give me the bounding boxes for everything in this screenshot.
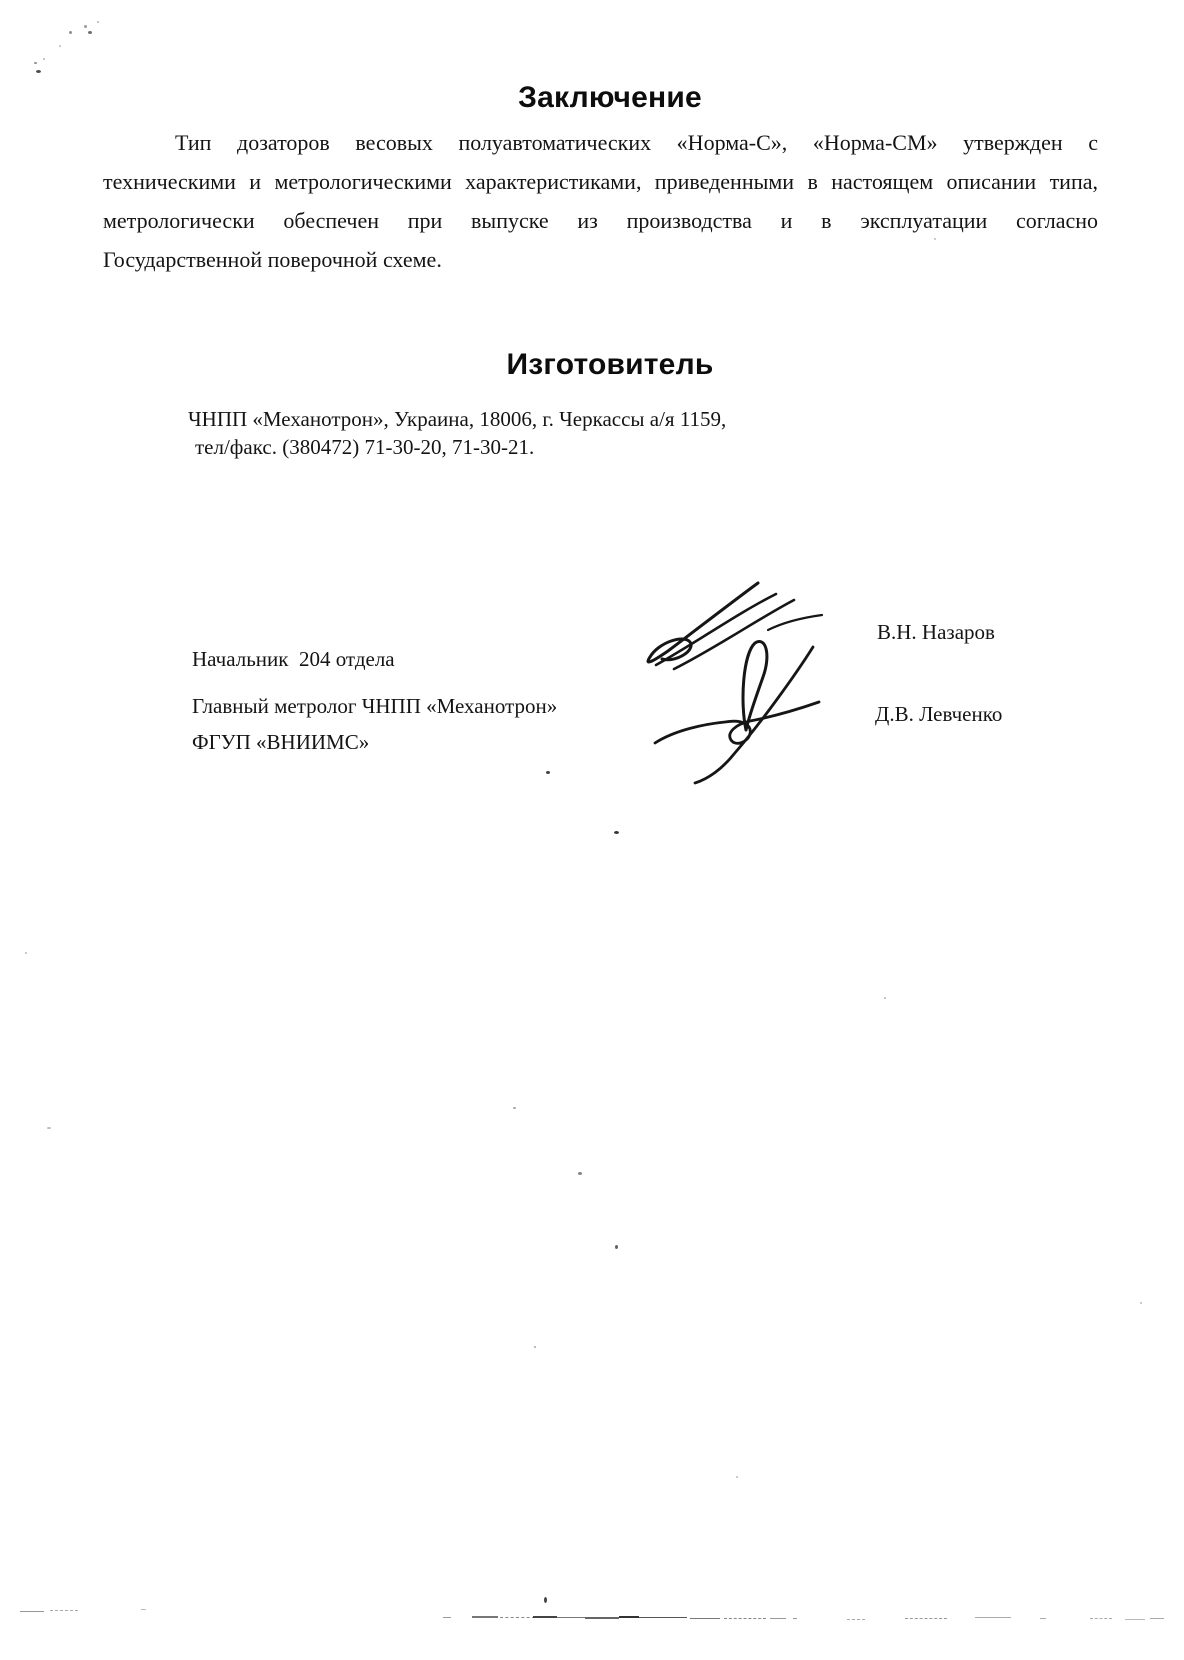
scan-artifact-line bbox=[905, 1618, 947, 1619]
scan-speck bbox=[43, 58, 45, 60]
scan-artifact-line bbox=[639, 1617, 687, 1618]
manufacturer-address bbox=[188, 405, 726, 461]
scan-artifact-line bbox=[50, 1610, 78, 1611]
scan-speck bbox=[34, 62, 37, 64]
signatory2-title: Главный метролог ЧНПП «Механотрон» bbox=[192, 694, 558, 718]
scan-speck bbox=[1140, 1302, 1142, 1304]
scan-speck bbox=[47, 1127, 51, 1129]
scan-artifact-line bbox=[690, 1618, 720, 1619]
signatory1-title-line2: ФГУП «ВНИИМС» bbox=[192, 729, 370, 754]
scan-speck bbox=[934, 238, 936, 240]
paragraph-line: Тип дозаторов весовых полуавтоматических «Норма-С», «Норма-СМ» утвержден с bbox=[175, 130, 1098, 155]
scan-speck bbox=[59, 45, 61, 47]
scan-artifact-line bbox=[533, 1616, 557, 1618]
scan-artifact-line bbox=[500, 1617, 535, 1618]
scan-speck bbox=[25, 952, 27, 954]
paragraph-line: техническими и метрологическими характеристиками, приведенными в настоящем описании типа, bbox=[103, 169, 1098, 194]
scan-artifact-line bbox=[847, 1619, 865, 1620]
signatory2-name: Д.В. Левченко bbox=[875, 702, 1003, 726]
scan-speck bbox=[84, 25, 87, 28]
scan-artifact-line bbox=[619, 1616, 639, 1618]
signatory1-name: В.Н. Назаров bbox=[877, 620, 995, 644]
scan-artifact-line bbox=[1150, 1618, 1164, 1619]
scan-artifact-line bbox=[793, 1618, 797, 1619]
signatory1-title-line1: Начальник 204 отдела bbox=[192, 647, 395, 671]
scan-speck bbox=[513, 1107, 516, 1109]
paragraph-line: Государственной поверочной схеме. bbox=[103, 247, 442, 272]
scan-speck bbox=[88, 31, 92, 34]
scan-artifact-line bbox=[770, 1618, 786, 1619]
scan-speck bbox=[97, 21, 99, 23]
scan-speck bbox=[578, 1172, 582, 1175]
scan-artifact-line bbox=[141, 1609, 146, 1610]
conclusion-heading: Заключение bbox=[518, 81, 702, 114]
conclusion-paragraph bbox=[103, 123, 1098, 279]
address-line: тел/факс. (380472) 71-30-20, 71-30-21. bbox=[195, 435, 535, 459]
paragraph-line: метрологически обеспечен при выпуске из производства и в эксплуатации согласно bbox=[103, 208, 1098, 233]
scan-artifact-line bbox=[724, 1618, 766, 1619]
signature2-handwriting-image bbox=[645, 630, 825, 785]
manufacturer-heading: Изготовитель bbox=[506, 348, 714, 381]
scan-artifact-line bbox=[975, 1617, 1011, 1618]
scan-speck bbox=[69, 31, 72, 34]
scan-speck bbox=[544, 1597, 547, 1603]
scan-artifact-line bbox=[557, 1617, 585, 1618]
scan-artifact-line bbox=[20, 1611, 44, 1612]
scan-artifact-line bbox=[472, 1616, 498, 1618]
scan-speck bbox=[36, 70, 41, 73]
scan-speck bbox=[534, 1346, 536, 1348]
scan-artifact-line bbox=[443, 1617, 451, 1618]
scan-artifact-line bbox=[1125, 1619, 1145, 1620]
scan-artifact-line bbox=[585, 1617, 619, 1619]
scan-speck bbox=[615, 1245, 618, 1249]
scan-speck bbox=[614, 831, 619, 834]
scan-speck bbox=[736, 1476, 738, 1478]
address-line: ЧНПП «Механотрон», Украина, 18006, г. Черкассы а/я 1159, bbox=[188, 407, 727, 431]
scan-artifact-line bbox=[1090, 1618, 1112, 1619]
scan-speck bbox=[546, 771, 550, 774]
scan-artifact-line bbox=[1040, 1618, 1046, 1619]
scan-speck bbox=[884, 997, 886, 999]
